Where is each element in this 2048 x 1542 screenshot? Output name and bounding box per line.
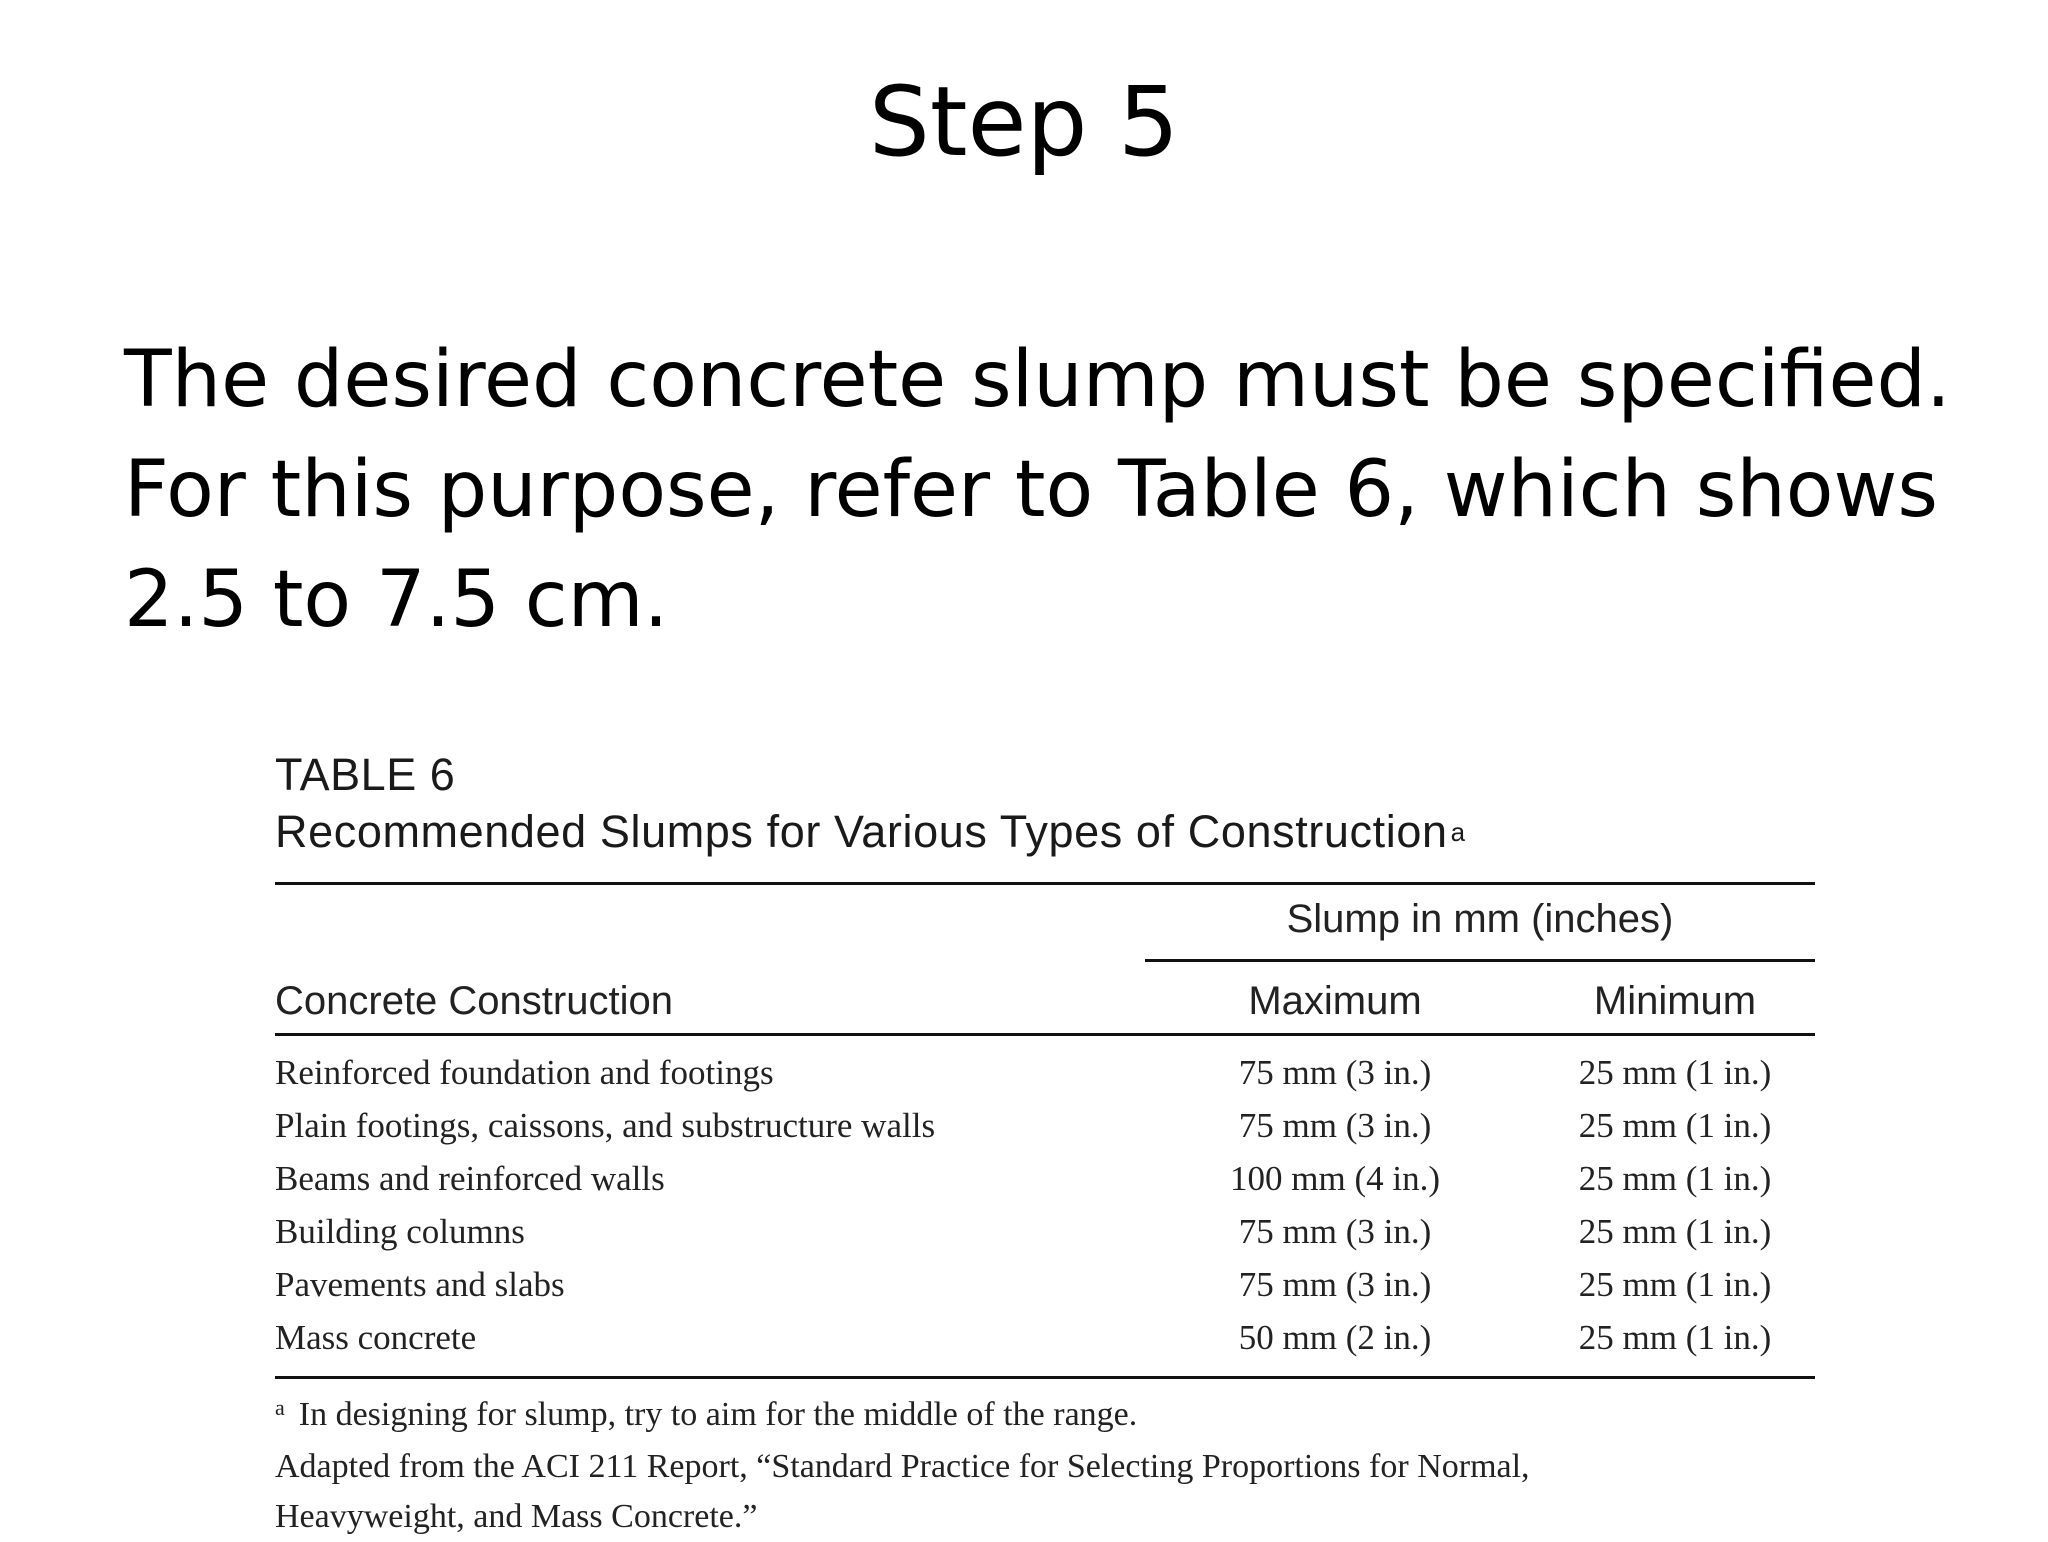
slump-group-rule (1145, 959, 1815, 962)
cell-maximum: 50 mm (2 in.) (1238, 1318, 1432, 1357)
table-source-line: Heavyweight, and Mass Concrete.” (275, 1498, 758, 1535)
body-line: For this purpose, refer to Table 6, which shows (124, 445, 1938, 535)
cell-construction: Mass concrete (275, 1318, 477, 1357)
table-6-figure (275, 748, 1815, 1542)
column-header-construction: Concrete Construction (275, 979, 673, 1023)
slide-title: Step 5 (868, 66, 1180, 178)
table-row (275, 1258, 1815, 1311)
footnote-mark: a (275, 1395, 285, 1420)
cell-minimum: 25 mm (1 in.) (1578, 1053, 1772, 1092)
table-source-line: Adapted from the ACI 211 Report, “Standard Practice for Selecting Proportions for Normal, (275, 1448, 1530, 1485)
cell-minimum: 25 mm (1 in.) (1578, 1265, 1772, 1304)
table-caption-text: Recommended Slumps for Various Types of Construction (275, 806, 1448, 857)
cell-minimum: 25 mm (1 in.) (1578, 1106, 1772, 1145)
table-body (275, 1036, 1815, 1370)
table-header (275, 885, 1815, 1033)
cell-minimum: 25 mm (1 in.) (1578, 1318, 1772, 1357)
column-header-minimum: Minimum (1593, 979, 1757, 1023)
table-row (275, 1099, 1815, 1152)
table-row (275, 1046, 1815, 1099)
cell-maximum: 75 mm (3 in.) (1238, 1053, 1432, 1092)
table-row (275, 1311, 1815, 1364)
cell-construction: Plain footings, caissons, and substructure walls (275, 1106, 936, 1145)
table-bottom-rule (275, 1376, 1815, 1379)
cell-minimum: 25 mm (1 in.) (1578, 1159, 1772, 1198)
table-footnote (275, 1391, 1815, 1442)
slump-group-header: Slump in mm (inches) (1286, 897, 1674, 941)
table-row (275, 1205, 1815, 1258)
cell-construction: Reinforced foundation and footings (275, 1053, 774, 1092)
slide-body-text (124, 325, 1964, 655)
footnote-text: In designing for slump, try to aim for the middle of the range. (298, 1396, 1138, 1433)
table-label: TABLE 6 (275, 749, 456, 800)
cell-minimum: 25 mm (1 in.) (1578, 1212, 1772, 1251)
cell-construction: Beams and reinforced walls (275, 1159, 665, 1198)
cell-construction: Building columns (275, 1212, 525, 1251)
cell-maximum: 75 mm (3 in.) (1238, 1265, 1432, 1304)
body-line: 2.5 to 7.5 cm. (124, 555, 669, 645)
table-row (275, 1152, 1815, 1205)
body-line: The desired concrete slump must be specified. (124, 335, 1951, 425)
cell-maximum: 75 mm (3 in.) (1238, 1106, 1432, 1145)
table-caption (275, 802, 1815, 868)
cell-maximum: 100 mm (4 in.) (1230, 1159, 1440, 1198)
column-header-maximum: Maximum (1248, 979, 1422, 1023)
caption-footnote-mark: a (1450, 817, 1466, 847)
cell-construction: Pavements and slabs (275, 1265, 565, 1304)
cell-maximum: 75 mm (3 in.) (1238, 1212, 1432, 1251)
